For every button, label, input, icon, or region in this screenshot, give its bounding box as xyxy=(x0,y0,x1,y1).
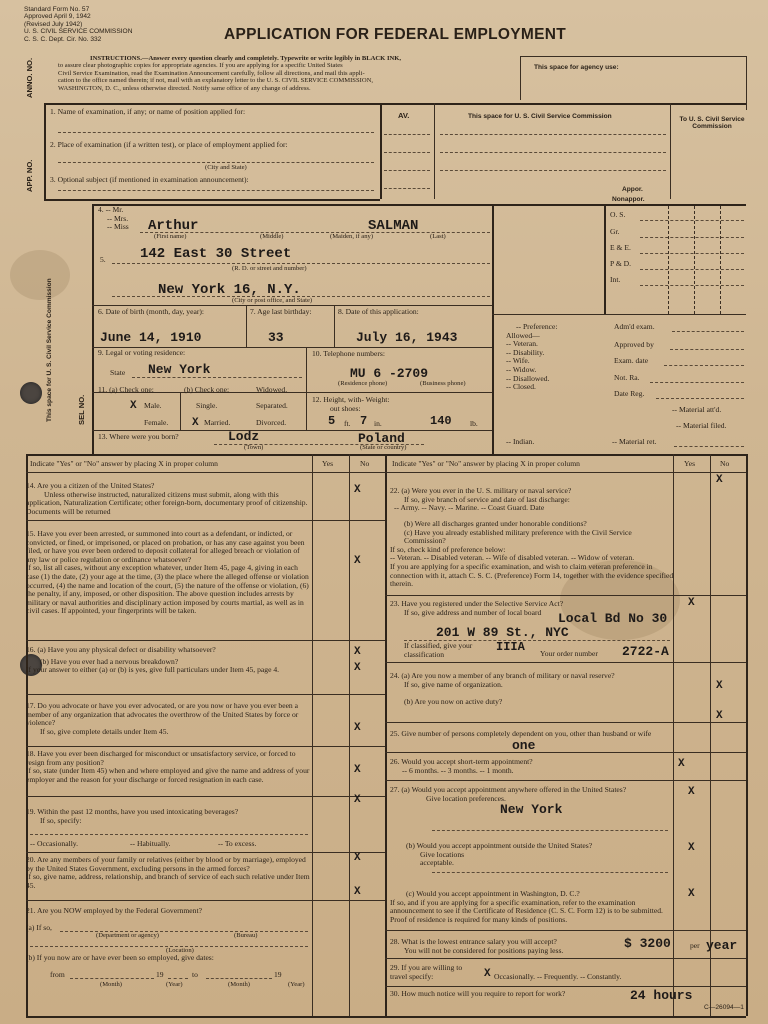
local-board: Local Bd No 30 xyxy=(558,611,668,626)
q2-label: 2. Place of examination (if a written test), or place of employment applied for: xyxy=(50,140,288,149)
form-id: Standard Form No. 57 Approved April 9, 1942 (Revised July 1942) U. S. CIVIL SERVICE COMMISSION C. S. C. Dept. Cir. No. 332 xyxy=(24,6,133,43)
q21: 21. Are you NOW employed by the Federal Government? xyxy=(26,906,202,915)
married-check: X xyxy=(192,417,199,429)
dependents: one xyxy=(512,738,536,753)
last-name: SALMAN xyxy=(368,218,419,234)
salary-period: year xyxy=(706,938,738,953)
salary: $ 3200 xyxy=(624,936,671,951)
q14: 14. Are you a citizen of the United States? Unless otherwise instructed, naturalized citizens must submit, along with this application, Naturalization Certificate; other foreign-born, documentary proof of citizenship. Documents will be returned xyxy=(26,481,308,516)
agency-space-label: This space for agency use: xyxy=(534,64,619,71)
q3-label: 3. Optional subject (if mentioned in examination announcement): xyxy=(50,175,249,184)
age: 33 xyxy=(268,330,284,345)
anno-no: ANNO. NO. xyxy=(25,57,34,98)
q20: 20. Are any members of your family or relatives (either by blood or by marriage), employed by the United States Government, excluding persons in the armed forces? If so, give name, address, relationship, and branch of service of each such relative under Item 45. xyxy=(26,855,310,890)
first-name: Arthur xyxy=(148,218,199,234)
weight: 140 xyxy=(430,414,452,428)
height-in: 7 xyxy=(360,414,368,428)
q23: 23. Have you registered under the Selective Service Act? If so, give address and number of local board xyxy=(390,599,564,617)
q27b: (b) Would you accept appointment outside the United States? Give locations acceptable. xyxy=(406,841,593,868)
preference-block: -- Preference: Allowed— -- Veteran. -- Disability. -- Wife. -- Widow. -- Disallowed. -- Closed. xyxy=(506,322,558,392)
phone: MU 6 -2709 xyxy=(350,366,429,381)
sel-no: SEL NO. xyxy=(77,394,86,425)
q24: 24. (a) Are you now a member of any branch of military or naval reserve? If so, give name of organization. (b) Are you now on active duty? xyxy=(390,671,615,707)
q27c: (c) Would you accept appointment in Washington, D. C.? If so, and if you are applying for a specific examination, refer to the examination announcement to see if the Certificate of Residence (C. S. C. Form 12) is to be submitted. Proof of residence is required for many kinds of positions. xyxy=(390,889,663,924)
form-title: APPLICATION FOR FEDERAL EMPLOYMENT xyxy=(224,26,567,43)
q1-label: 1. Name of examination, if any; or name of position applied for: xyxy=(50,107,246,116)
q29: 29. If you are willing to travel specify: xyxy=(390,963,463,981)
location-preference: New York xyxy=(500,802,563,817)
birth-town: Lodz xyxy=(228,429,260,444)
q26: 26. Would you accept short-term appointment? -- 6 months. -- 3 months. -- 1 month. xyxy=(390,757,533,775)
instructions: INSTRUCTIONS.—Answer every question clearly and completely. Typewrite or write legibly in BLACK INK, to assure clear photographic copies for appropriate agencies. If you are applying for a specific United States Civil Service Examination, read the Examination Announcement carefully, follow all directions, and mail this appli- cation to the office named therein; if not, mail with an explanatory letter to the U. S. CIVIL SERVICE COMMISSION, WASHINGTON, D. C., unless otherwise directed. Notify same office of any change of address. xyxy=(58,55,402,92)
birth-country: Poland xyxy=(358,431,405,446)
q16: 16. (a) Have you any physical defect or disability whatsoever? (b) Have you ever had a nervous breakdown? If your answer to either (a) or (b) is yes, give full particulars under Item 45, page 4. xyxy=(26,645,280,675)
q28: 28. What is the lowest entrance salary you will accept? You will not be considered for positions paying less. xyxy=(390,937,564,955)
city-state: New York 16, N.Y. xyxy=(158,282,301,298)
q25: 25. Give number of persons completely dependent on you, other than husband or wife xyxy=(390,729,652,738)
q30: 30. How much notice will you require to report for work? xyxy=(390,989,566,998)
app-date: July 16, 1943 xyxy=(356,330,458,345)
male-check: X xyxy=(130,400,137,412)
birth-date: June 14, 1910 xyxy=(100,330,202,345)
form-page: Standard Form No. 57 Approved April 9, 1942 (Revised July 1942) U. S. CIVIL SERVICE COMMISSION C. S. C. Dept. Cir. No. 332 APPLICATION FOR FEDERAL EMPLOYMENT INSTRUCTIONS.—Answer every question clearly and completely. Typewrite or write legibly in BLACK INK, to assure clear photographic copies for appropriate agencies. If you are applying for a specific United States Civil Service Examination, read the Examination Announcement carefully, follow all directions, and mail this appli- cation to the office named therein; if not, mail with an explanatory letter to the U. S. CIVIL SERVICE COMMISSION, WASHINGTON, D. C., unless otherwise directed. Notify same office of any change of address. This space for agency use: ANNO. NO. APP. NO. SEL NO. This space for U. S. Civil Service Commission 1. Name of examination, if any; or name of position applied for: 2. Place of examination (if a written test), or place of employment applied for: (City and State) 3. Optional subject (if mentioned in examination announcement): AV. This space for U. S. Civil Service Commission Appor. Nonappor. To U. S. Civil Service Commission 4. -- Mr. -- Mrs. -- Miss Arthur SALMAN (First name) (Middle) (Maiden, if any) (Last) 5. 142 East 30 Street (R. D. or street and number) New York 16, N.Y. (City or post office, and State) 6. Date of birth (month, day, year): 7. Age last birthday: 8. Date of this application: June 14, 1910 33 July 16, 1943 9. Legal or voting residence: State New York 10. Telephone numbers: MU 6 -2709 (Residence phone) (Business phone) 11. (a) Check one: (b) Check one: Widowed. X Male. Single. Separated. Female. X Married. Divorced. 12. Height, with- Weight: out shoes: 5 ft. 7 in. 140 lb. 13. Where were you born? Lodz Poland (Town) (State or country) O. S. Gr. E & E. P & D. Int. -- Preference: Allowed— -- Veteran. -- Disability. -- Wife. -- Widow. -- Disallowed. -- Closed. -- Indian. Adm'd exam. Approved by Exam. date Not. Ra. Date Reg. -- Material att'd. -- Material filed. -- Material ret. Indicate "Yes" or "No" answer by placing X in proper column Yes No Indicate "Yes" or "No" answer by placing X in proper column Yes No 14. Are you a citizen of the United States? Unless otherwise instructed, naturalized citizens must submit, along with this application, Naturalization Certificate; other foreign-born, documentary proof of citizenship. Documents will be returned X 15. Have you ever been arrested, or summoned into court as a defendant, or indicted, or convicted, or fined, or imprisoned, or placed on probation, or has any case against you been filed, or have you ever been ordered to deposit collateral for alleged breach or violation of any law or police regulation or ordinance whatsoever? If so, list all cases, without any exception whatever, under Item 45, page 4, giving in each case (1) the date, (2) your age at the time, (3) the place where the alleged offense or violation occurred, (4) the name and location of the court, (5) the nature of the offense or violation, (6) the penalty, if any, imposed, or other disposition. The above question includes arrests by military or naval authorities and disciplinary action imposed by courts martial, as well as in civil cases. If appointed, your fingerprints will be taken. X 16. (a) Have you any physical defect or disability whatsoever? (b) Have you ever had a nervous breakdown? If your answer to either (a) or (b) is yes, give full particulars under Item 45, page 4. X X 17. Do you advocate or have you ever advocated, or are you now or have you ever been a member of any organization that advocates the overthrow of the United States by force or violence? If so, give complete details under Item 45. X 18. Have you ever been discharged for misconduct or unsatisfactory service, or forced to resign from any position? If so, state (under Item 45) when and where employed and give the name and address of your employer and the reason for your discharge or forced resignation in each case. X 19. Within the past 12 months, have you used intoxicating beverages? If so, specify: X -- Occasionally. -- Habitually. -- To excess. 20. Are any members of your family or relatives (either by blood or by marriage), employed by the United States Government, excluding persons in the armed forces? If so, give name, address, relationship, and branch of service of each such relative under Item 45. X 21. Are you NOW employed by the Federal Government? X (a) If so, (Department or agency) (Bureau) (Location) (b) If you now are or have ever been so employed, give dates: from 19 to 19 (Month) (Year) (Month) (Year) X 22. (a) Were you ever in the U. S. military or naval service? If so, give branch of service and date of last discharge: -- Army. -- Navy. -- Marine. -- Coast Guard. Date (b) Were all discharges granted under honorable conditions? (c) Have you already established military preference with the Civil Service Commission? If so, check kind of preference below: -- Veteran. -- Disabled veteran. -- Wife of disabled veteran. -- Widow of veteran. If you are applying for a specific examination, and wish to claim veteran preference in connection with it, attach C. S. C. (Preference) Form 14, together with the evidence specified therein. 23. Have you registered under the Selective Service Act? If so, give address and number of local board X Local Bd No 30 201 W 89 St., NYC If classified, give your classification IIIA Your order number 2722-A 24. (a) Are you now a member of any branch of military or naval reserve? If so, give name of organization. (b) Are you now on active duty? X X 25. Give number of persons completely dependent on you, other than husband or wife one 26. Would you accept short-term appointment? -- 6 months. -- 3 months. -- 1 month. X 27. (a) Would you accept appointment anywhere offered in the United States? Give location preferences. X New York (b) Would you accept appointment outside the United States? Give locations acceptable. X (c) Would you accept appointment in Washington, D. C.? If so, and if you are applying for a specific examination, refer to the examination announcement to see if the Certificate of Residence (C. S. C. Form 12) is to be submitted. Proof of residence is required for many kinds of positions. X 28. What is the lowest entrance salary you will accept? You will not be considered for positions paying less. $ 3200 per year 29. If you are willing to travel specify: X Occasionally. -- Frequently. -- Constantly. 30. How much notice will you require to report for work? 24 hours C—26094—1 xyxy=(0,0,768,1024)
q19: 19. Within the past 12 months, have you used intoxicating beverages? If so, specify: xyxy=(26,807,239,825)
q22: 22. (a) Were you ever in the U. S. military or naval service? If so, give branch of service and date of last discharge: -- Army. -- Navy. -- Marine. -- Coast Guard. Date xyxy=(390,486,572,513)
height-ft: 5 xyxy=(328,414,336,428)
classification: IIIA xyxy=(496,640,525,654)
app-no: APP. NO. xyxy=(25,159,34,192)
punch-hole xyxy=(20,382,42,404)
q18: 18. Have you ever been discharged for misconduct or unsatisfactory service, or forced to resign from any position? If so, state (under Item 45) when and where employed and give the name and address of your employer and the reason for your discharge or forced resignation in each case. xyxy=(26,749,310,784)
board-address: 201 W 89 St., NYC xyxy=(436,625,569,640)
order-number: 2722-A xyxy=(622,644,669,659)
notice: 24 hours xyxy=(630,988,693,1003)
voting-state: New York xyxy=(148,362,211,377)
q27a: 27. (a) Would you accept appointment anywhere offered in the United States? Give location preferences. xyxy=(390,785,627,803)
q17: 17. Do you advocate or have you ever advocated, or are you now or have you ever been a member of any organization that advocates the overthrow of the United States by force or violence? If so, give complete details under Item 45. xyxy=(26,701,299,736)
side-note: This space for U. S. Civil Service Commission xyxy=(46,278,53,422)
q15: 15. Have you ever been arrested, or summoned into court as a defendant, or indicted, or convicted, or fined, or imprisoned, or placed on probation, or has any case against you been filed, or have you ever been ordered to deposit collateral for alleged breach or violation of any law or police regulation or ordinance whatsoever? If so, list all cases, without any exception whatever, under Item 45, page 4, giving in each case (1) the date, (2) your age at the time, (3) the place where the alleged offense or violation occurred, (4) the name and location of the court, (5) the nature of the offense or violation, (6) the penalty, if any, imposed, or other disposition. The above question includes arrests by military or naval authorities and disciplinary action imposed by courts martial, as well as in civil cases. If appointed, your fingerprints will be taken. xyxy=(26,529,309,616)
street-address: 142 East 30 Street xyxy=(140,246,292,262)
salutations: 4. -- Mr. -- Mrs. -- Miss xyxy=(98,205,129,232)
